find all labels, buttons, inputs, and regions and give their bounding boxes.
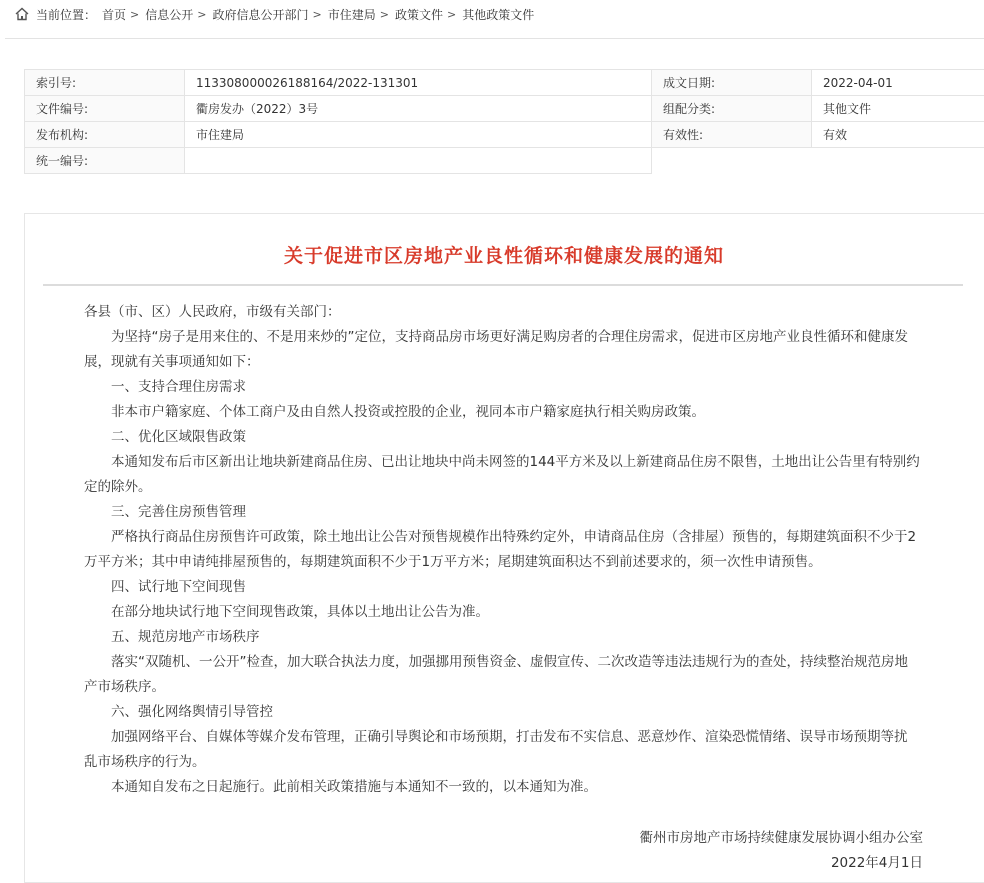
document-body [84, 300, 920, 800]
validity-value: 有效 [812, 122, 984, 148]
metadata-row [25, 148, 984, 174]
metadata-row [25, 96, 984, 122]
section-heading: 三、完善住房预售管理 [84, 500, 920, 525]
section-heading: 六、强化网络舆情引导管控 [84, 700, 920, 725]
breadcrumb-separator: > [130, 8, 139, 21]
intro-paragraph: 为坚持“房子是用来住的、不是用来炒的”定位，支持商品房市场更好满足购房者的合理住房需求，促进市区房地产业良性循环和健康发展，现就有关事项通知如下： [84, 325, 920, 375]
breadcrumb-link-housing-bureau[interactable]: 市住建局 [328, 6, 376, 23]
document-title: 关于促进市区房地产业良性循环和健康发展的通知 [0, 241, 984, 268]
breadcrumb [0, 0, 984, 28]
issuer-label: 发布机构: [25, 122, 185, 148]
body-paragraph: 加强网络平台、自媒体等媒介发布管理，正确引导舆论和市场预期，打击发布不实信息、恶意炒作、渲染恐慌情绪、误导市场预期等扰乱市场秩序的行为。 [84, 725, 920, 775]
unified-number-label: 统一编号: [25, 148, 185, 174]
closing-paragraph: 本通知自发布之日起施行。此前相关政策措施与本通知不一致的，以本通知为准。 [84, 775, 920, 800]
body-paragraph: 在部分地块试行地下空间现售政策，具体以土地出让公告为准。 [84, 600, 920, 625]
empty-cell [812, 148, 984, 174]
body-paragraph: 严格执行商品住房预售许可政策，除土地出让公告对预售规模作出特殊约定外，申请商品住房（含排屋）预售的，每期建筑面积不少于2万平方米；其中申请纯排屋预售的，每期建筑面积不少于1万平方米；尾期建筑面积达不到前述要求的，须一次性申请预售。 [84, 525, 920, 575]
doc-number-label: 文件编号: [25, 96, 185, 122]
breadcrumb-link-other-policy-docs[interactable]: 其他政策文件 [462, 6, 534, 23]
category-label: 组配分类: [652, 96, 812, 122]
category-value: 其他文件 [812, 96, 984, 122]
section-heading: 五、规范房地产市场秩序 [84, 625, 920, 650]
signature-organization: 衢州市房地产市场持续健康发展协调小组办公室 [640, 826, 924, 846]
metadata-row [25, 122, 984, 148]
body-paragraph: 落实“双随机、一公开”检查，加大联合执法力度，加强挪用预售资金、虚假宣传、二次改造等违法违规行为的查处，持续整治规范房地产市场秩序。 [84, 650, 920, 700]
title-divider [43, 284, 963, 286]
breadcrumb-separator: > [380, 8, 389, 21]
issuer-value: 市住建局 [185, 122, 652, 148]
header-divider [5, 38, 984, 39]
home-icon [14, 6, 30, 22]
breadcrumb-link-departments[interactable]: 政府信息公开部门 [212, 6, 308, 23]
breadcrumb-separator: > [447, 8, 456, 21]
breadcrumb-prefix: 当前位置： [36, 6, 96, 23]
breadcrumb-link-home[interactable]: 首页 [102, 6, 126, 23]
date-value: 2022-04-01 [812, 70, 984, 96]
metadata-row [25, 70, 984, 96]
breadcrumb-separator: > [313, 8, 322, 21]
breadcrumb-separator: > [197, 8, 206, 21]
section-heading: 一、支持合理住房需求 [84, 375, 920, 400]
section-heading: 四、试行地下空间现售 [84, 575, 920, 600]
index-label: 索引号: [25, 70, 185, 96]
section-heading: 二、优化区域限售政策 [84, 425, 920, 450]
unified-number-value [185, 148, 652, 174]
empty-cell [652, 148, 812, 174]
salutation: 各县（市、区）人民政府，市级有关部门： [84, 300, 920, 325]
date-label: 成文日期: [652, 70, 812, 96]
breadcrumb-link-policy-docs[interactable]: 政策文件 [395, 6, 443, 23]
doc-number-value: 衢房发办（2022）3号 [185, 96, 652, 122]
index-value: 113308000026188164/2022-131301 [185, 70, 652, 96]
body-paragraph: 本通知发布后市区新出让地块新建商品住房、已出让地块中尚未网签的144平方米及以上新建商品住房不限售，土地出让公告里有特别约定的除外。 [84, 450, 920, 500]
body-paragraph: 非本市户籍家庭、个体工商户及由自然人投资或控股的企业，视同本市户籍家庭执行相关购房政策。 [84, 400, 920, 425]
signature-date: 2022年4月1日 [831, 851, 923, 871]
validity-label: 有效性: [652, 122, 812, 148]
document-metadata-table [24, 69, 984, 174]
breadcrumb-link-info-public[interactable]: 信息公开 [145, 6, 193, 23]
